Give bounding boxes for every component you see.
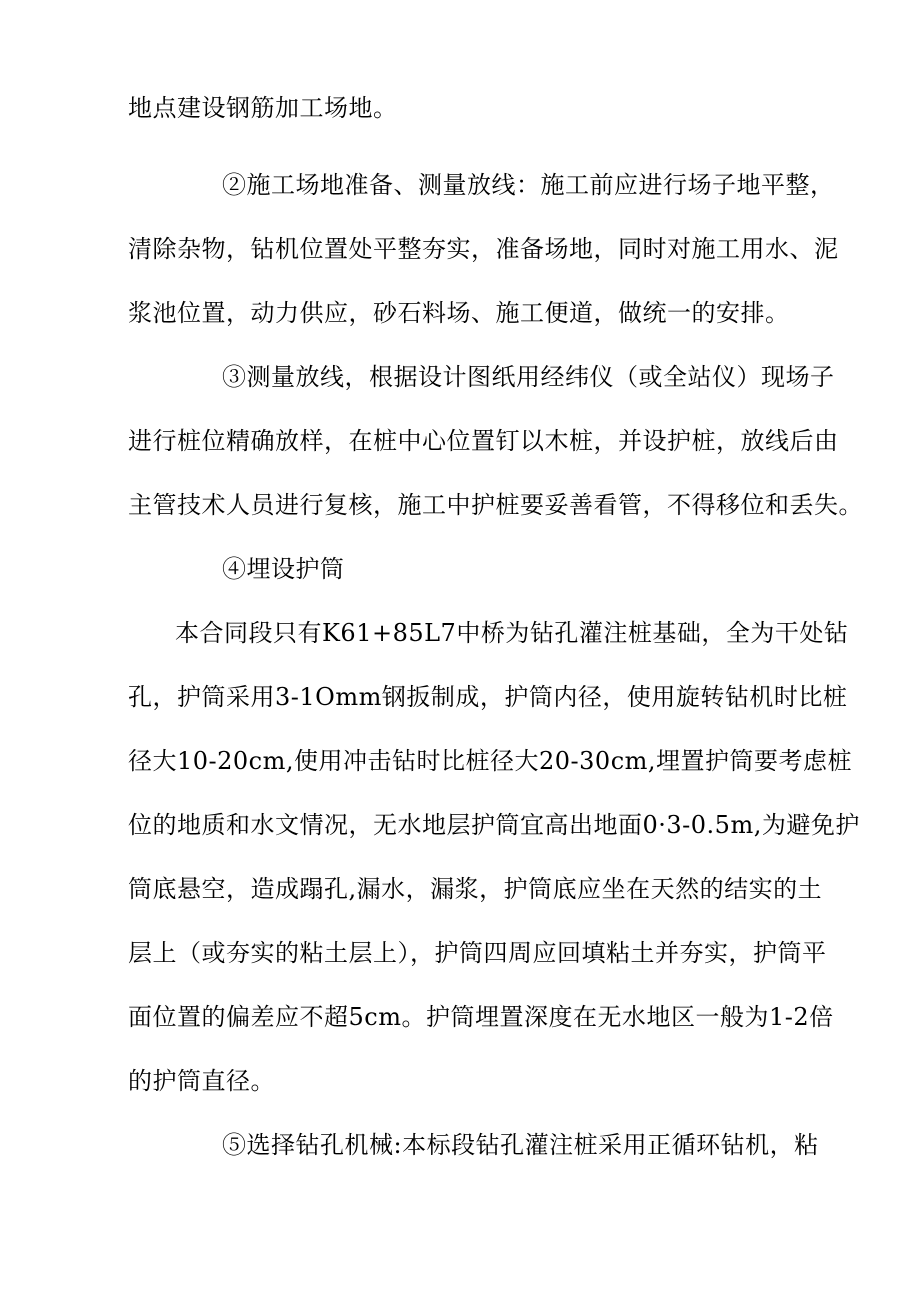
text-line-2: ②施工场地准备、测量放线：施工前应进行场子地平整， [222, 171, 835, 199]
text-line-13: 筒底悬空，造成蹋孔,漏水，漏浆，护筒底应坐在天然的结实的土 [128, 875, 823, 903]
text-line-1: 地点建设钢筋加工场地。 [128, 94, 398, 122]
text-line-11: 径大10-20cm,使用冲击钻时比桩径大20-30cm,埋置护筒要考虑桩 [128, 747, 853, 775]
text-line-17: ⑤选择钻孔机械:本标段钻孔灌注桩采用正循环钻机，粘 [222, 1131, 819, 1159]
text-line-3: 清除杂物，钻机位置处平整夯实，准备场地，同时对施工用水、泥 [128, 235, 839, 263]
text-line-16: 的护筒直径。 [128, 1067, 275, 1095]
text-line-9: 本合同段只有K61+85L7中桥为钻孔灌注桩基础，全为干处钻 [175, 619, 849, 647]
text-line-5: ③测量放线，根据设计图纸用经纬仪（或全站仪）现场子 [222, 363, 835, 391]
text-line-14: 层上（或夯实的粘土层上），护筒四周应回填粘土并夯实，护筒平 [128, 939, 827, 967]
text-line-12: 位的地质和水文情况，无水地层护筒宜高出地面0·3-0.5m,为避免护 [128, 811, 860, 839]
text-line-4: 浆池位置，动力供应，砂石料场、施工便道，做统一的安排。 [128, 299, 790, 327]
text-line-8: ④埋设护筒 [222, 555, 345, 583]
text-line-10: 孔，护筒采用3-1Omm钢扳制成，护筒内径，使用旋转钻机时比桩 [128, 683, 848, 711]
text-line-15: 面位置的偏差应不超5cm。护筒埋置深度在无水地区一般为1-2倍 [128, 1003, 834, 1031]
text-line-7: 主管技术人员进行复核，施工中护桩要妥善看管，不得移位和丢失。 [128, 491, 863, 519]
text-line-6: 进行桩位精确放样，在桩中心位置钉以木桩，并设护桩，放线后由 [128, 427, 839, 455]
